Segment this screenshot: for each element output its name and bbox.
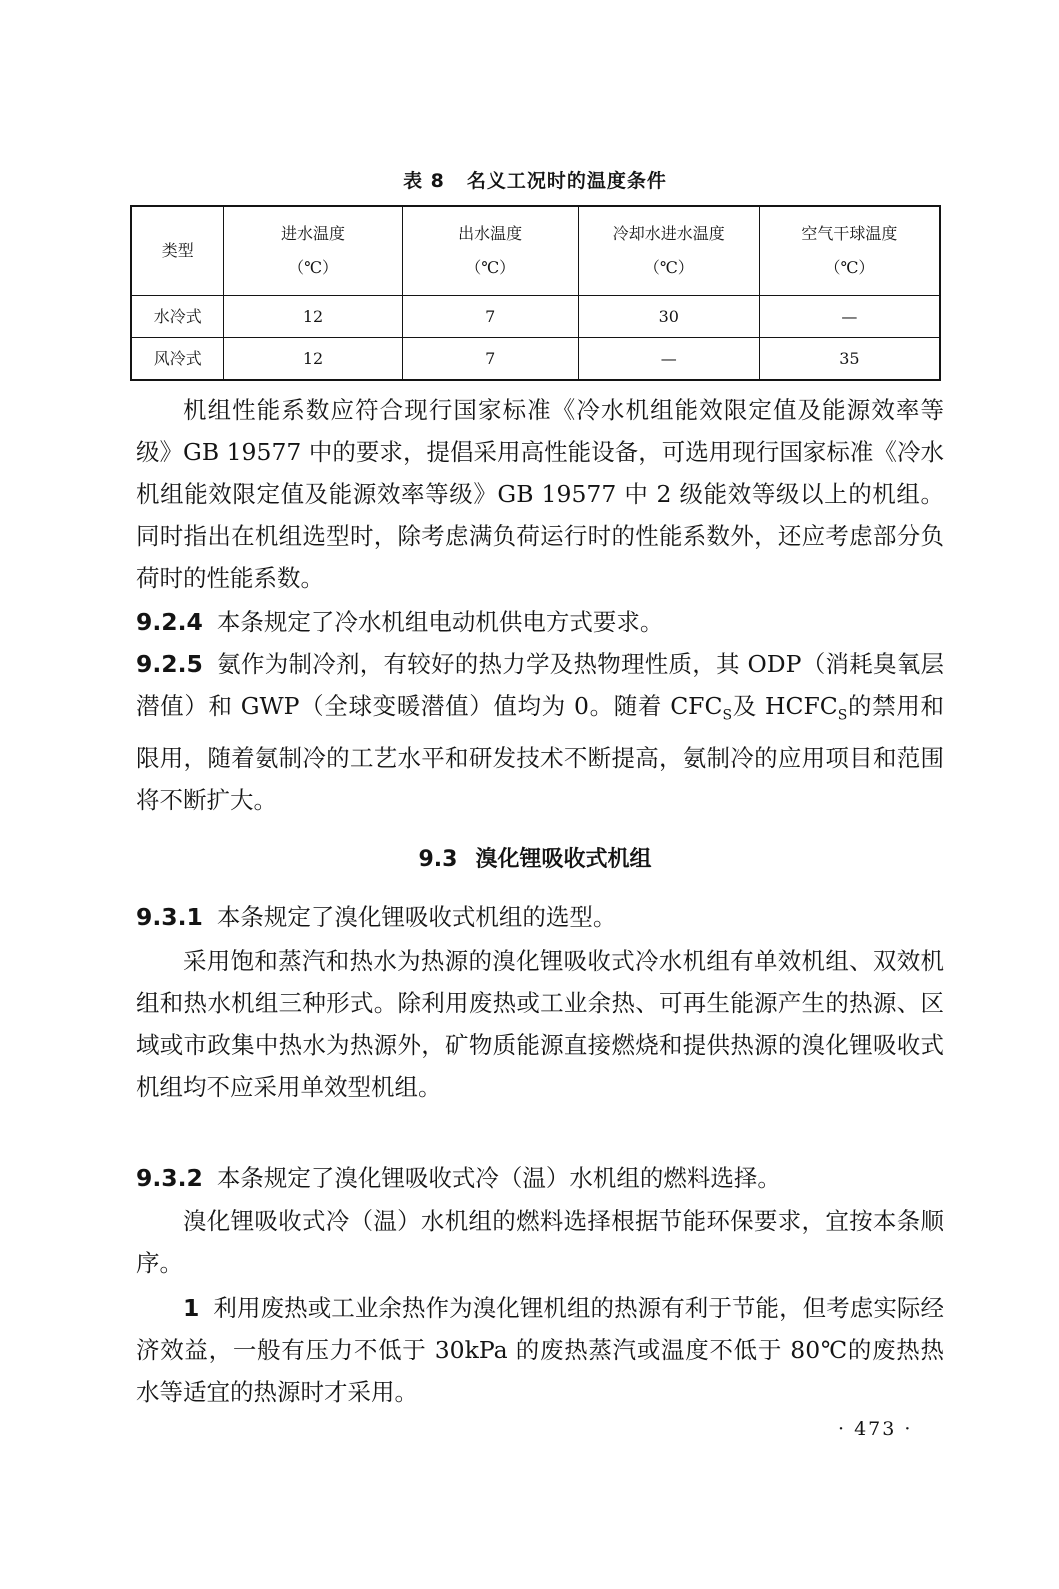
list-item-1: [136, 1287, 944, 1413]
table-caption-number: 表 8: [403, 170, 445, 192]
table-cell: —: [759, 296, 940, 338]
table-cell: 7: [402, 296, 578, 338]
clause-text-b: 及 HCFC: [732, 692, 838, 720]
subscript-s: S: [837, 707, 848, 724]
clause-9-3-1: [136, 896, 944, 938]
paragraph-absorption-types: 采用饱和蒸汽和热水为热源的溴化锂吸收式冷水机组有单效机组、双效机组和热水机组三种形式。除利用废热或工业余热、可再生能源产生的热源、区域或市政集中热水为热源外，矿物质能源直接燃烧和提供热源的溴化锂吸收式机组均不应采用单效型机组。: [136, 947, 944, 1101]
table-cell: —: [578, 338, 759, 381]
header-outlet-temp-unit: （℃）: [465, 258, 516, 277]
table-caption-title: 名义工况时的温度条件: [466, 170, 667, 192]
table-cell: 12: [224, 296, 402, 338]
clause-9-2-5: [136, 643, 944, 821]
header-inlet-temp-label: 进水温度: [281, 224, 346, 243]
table-row: [131, 296, 940, 338]
table-cell: 12: [224, 338, 402, 381]
header-outlet-temp-label: 出水温度: [458, 224, 523, 243]
header-dry-bulb-temp-label: 空气干球温度: [801, 224, 898, 243]
clause-number: 9.3.1: [136, 903, 203, 931]
section-heading-9-3: [130, 842, 940, 873]
item-number: 1: [183, 1294, 200, 1322]
clause-text: 本条规定了溴化锂吸收式机组的选型。: [216, 903, 617, 931]
section-number: 9.3: [418, 847, 458, 872]
clause-text-c: 的禁用和限用，随着氨制冷的工艺水平和研发技术不断提高，氨制冷的应用项目和范围将不断扩大。: [136, 692, 945, 814]
table-cell: 水冷式: [131, 296, 224, 338]
table-header-row: [131, 206, 940, 296]
header-dry-bulb-temp-unit: （℃）: [824, 258, 875, 277]
subscript-s: S: [722, 707, 733, 724]
section-title: 溴化锂吸收式机组: [475, 847, 652, 872]
clause-9-3-2: [136, 1157, 944, 1199]
header-outlet-temp: [402, 206, 578, 296]
clause-9-2-4: [136, 601, 944, 643]
page-number: · 473 ·: [838, 1418, 913, 1440]
clause-text: 本条规定了冷水机组电动机供电方式要求。: [216, 608, 664, 636]
table-cell: 35: [759, 338, 940, 381]
table-cell: 风冷式: [131, 338, 224, 381]
clause-number: 9.2.4: [136, 608, 203, 636]
header-cooling-water-temp: [578, 206, 759, 296]
table-caption: [130, 166, 940, 193]
temperature-conditions-table: [130, 205, 941, 381]
item-text: 利用废热或工业余热作为溴化锂机组的热源有利于节能，但考虑实际经济效益，一般有压力不低于 30kPa 的废热蒸汽或温度不低于 80℃的废热热水等适宜的热源时才采用。: [136, 1294, 944, 1406]
clause-text: 本条规定了溴化锂吸收式冷（温）水机组的燃料选择。: [216, 1164, 781, 1192]
clause-number: 9.3.2: [136, 1164, 203, 1192]
header-type: [131, 206, 224, 296]
clause-text-a: 氨作为制冷剂，有较好的热力学及热物理性质，其 ODP（消耗臭氧层潜值）和 GWP（全球变暖潜值）值均为 0。随着 CFC: [136, 650, 944, 720]
header-dry-bulb-temp: [759, 206, 940, 296]
table-row: [131, 338, 940, 381]
header-type-label: 类型: [161, 241, 194, 260]
table-cell: 30: [578, 296, 759, 338]
paragraph-performance: 机组性能系数应符合现行国家标准《冷水机组能效限定值及能源效率等级》GB 19577 中的要求，提倡采用高性能设备，可选用现行国家标准《冷水机组能效限定值及能源效率等级》GB 19577 中 2 级能效等级以上的机组。同时指出在机组选型时，除考虑满负荷运行时的性能系数外，还应考虑部分负荷时的性能系数。: [136, 396, 944, 592]
header-inlet-temp-unit: （℃）: [288, 258, 338, 277]
paragraph-fuel-selection: 溴化锂吸收式冷（温）水机组的燃料选择根据节能环保要求，宜按本条顺序。: [136, 1207, 944, 1277]
header-cooling-water-temp-unit: （℃）: [643, 258, 694, 277]
clause-number: 9.2.5: [136, 650, 203, 678]
table-cell: 7: [402, 338, 578, 381]
header-inlet-temp: [224, 206, 402, 296]
header-cooling-water-temp-label: 冷却水进水温度: [612, 224, 725, 243]
